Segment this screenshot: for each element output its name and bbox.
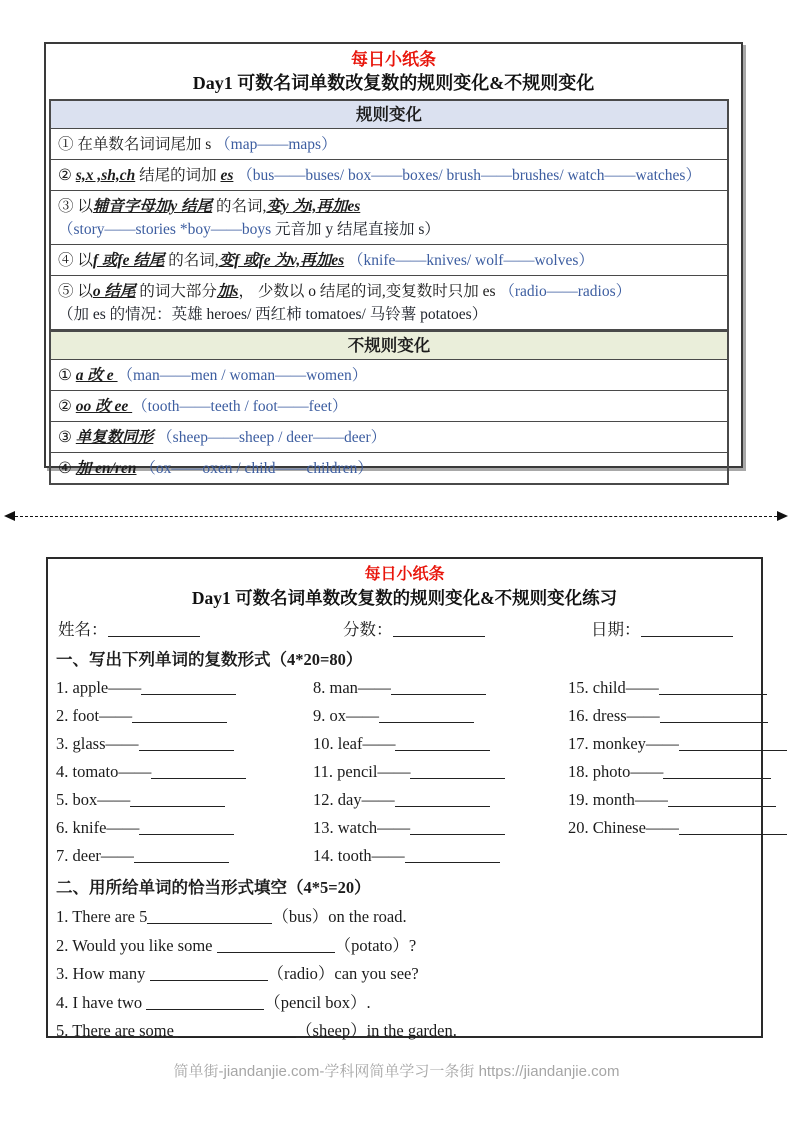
word-label: 7. deer—— [56,846,134,865]
date-blank-line [641,620,733,637]
word-label: 10. leaf—— [313,734,396,753]
rule-text: ③ [58,429,76,446]
score-blank-line [393,620,485,637]
rule-text: 的词大部分 [135,283,217,300]
rule-emphasis: f 或fe 结尾 [92,252,165,269]
answer-blank-line [379,706,474,723]
word-item [313,842,568,870]
rule-emphasis: es [220,167,234,184]
word-item [313,814,568,842]
rule-example: （story——stories *boy——boys [58,221,276,238]
rules-card [44,42,743,477]
word-item [56,730,313,758]
word-item [56,814,313,842]
section2-title: 二、用所给单词的恰当形式填空（4*5=20） [56,878,371,897]
sentence-item [56,989,751,1018]
answer-blank-line [139,818,234,835]
brand-title: 每日小纸条 [364,566,445,583]
sentence-text: 5. There are some [56,1021,179,1040]
word-label: 3. glass—— [56,734,139,753]
rule-text: 的名词, [212,198,267,215]
rule-text: ② [58,398,76,415]
rule-example: （knife——knives/ wolf——wolves） [344,252,594,269]
answer-blank-line [679,734,787,751]
sentence-item [56,932,751,961]
word-label: 6. knife—— [56,818,140,837]
fill-in-sentences [56,903,751,1046]
word-label: 5. box—— [56,790,131,809]
word-item [56,702,313,730]
answer-blank-line [659,678,767,695]
dashed-line [15,516,777,517]
plural-words-list [56,674,751,870]
rule-text: ① 在单数名词词尾加 s [58,136,216,153]
answer-blank-line [395,734,490,751]
rule-row-irregular-4 [51,453,727,483]
rule-note: 元音加 y 结尾直接加 s） [275,221,440,238]
word-label: 13. watch—— [313,818,411,837]
sentence-text: 1. There are 5 [56,907,148,926]
word-item [313,730,568,758]
section1-title: 一、写出下列单词的复数形式（4*20=80） [56,650,363,669]
arrow-left-icon [4,511,15,521]
rule-text: ⑤ 以 [58,283,93,300]
rule-row-irregular-1 [51,360,727,391]
answer-blank-line [146,993,264,1010]
rule-example: （map——maps） [215,136,337,153]
arrow-right-icon [777,511,788,521]
rule-emphasis: 单复数同形 [75,429,154,446]
rule-row-regular-2 [51,160,727,191]
word-item [568,674,787,702]
sentence-hint: （potato）? [334,935,417,955]
rule-emphasis: oo 改 ee [75,398,133,415]
word-item [313,674,568,702]
rule-row-irregular-3 [51,422,727,453]
rule-emphasis: o 结尾 [92,283,136,300]
rule-example: （bus——buses/ box——boxes/ brush——brushes/ watch——watches） [233,167,701,184]
name-field [58,618,343,642]
word-item [568,786,787,814]
word-item [56,674,313,702]
answer-blank-line [405,846,500,863]
answer-blank-line [150,964,268,981]
rule-row-regular-3 [51,191,727,245]
rule-text: ④ 以 [58,252,93,269]
sentence-hint: （pencil box）. [264,992,371,1012]
score-field [343,618,591,642]
word-label: 17. monkey—— [568,734,679,753]
rule-emphasis: 变f 或fe 为v,再加es [218,252,345,269]
answer-blank-line [668,790,776,807]
rule-emphasis: 辅音字母加y 结尾 [92,198,213,215]
answer-blank-line [391,678,486,695]
word-label: 1. apple—— [56,678,142,697]
rule-emphasis: 加s [216,283,239,300]
rule-text: ② [58,167,76,184]
date-label: 日期： [591,620,641,639]
sentence-hint: （radio）can you see? [267,964,419,983]
word-label: 19. month—— [568,790,668,809]
practice-card [46,557,763,1038]
rule-text: 结尾的词加 [135,167,221,184]
rule-example: （radio——radios） [499,283,632,300]
answer-blank-line [660,706,768,723]
word-label: 4. tomato—— [56,762,152,781]
word-item [568,702,787,730]
word-label: 16. dress—— [568,706,660,725]
rule-text: ① [58,367,76,384]
answer-blank-line [147,907,272,924]
answer-blank-line [178,1021,296,1038]
answer-blank-line [132,706,227,723]
word-label: 14. tooth—— [313,846,405,865]
word-label: 2. foot—— [56,706,133,725]
cut-line-divider [4,509,788,523]
rule-text: 的名词, [164,252,219,269]
word-item [56,758,313,786]
date-field [591,618,751,642]
rule-row-regular-5 [51,276,727,330]
answer-blank-line [151,762,246,779]
rule-row-irregular-2 [51,391,727,422]
answer-blank-line [679,818,787,835]
rule-emphasis: a 改 e [75,367,118,384]
answer-blank-line [663,762,771,779]
rules-card-title: Day1 可数名词单数改复数的规则变化&不规则变化 [192,73,595,93]
word-label: 20. Chinese—— [568,818,679,837]
word-item [56,786,313,814]
rules-table [49,99,729,485]
brand-title: 每日小纸条 [351,50,436,69]
word-item [568,730,787,758]
practice-card-title: Day1 可数名词单数改复数的规则变化&不规则变化练习 [191,588,618,608]
rule-example: （ox——oxen / child——children） [136,460,373,477]
rule-emphasis: 变y 为i,再加es [266,198,361,215]
answer-blank-line [139,734,234,751]
answer-blank-line [410,762,505,779]
rule-example: （man——men / woman——women） [117,367,368,384]
answer-blank-line [141,678,236,695]
rule-example: （sheep——sheep / deer——deer） [153,429,387,446]
rule-text: ④ [58,460,76,477]
word-label: 15. child—— [568,678,659,697]
answer-blank-line [410,818,505,835]
score-label: 分数： [343,620,393,639]
irregular-rules-header: 不规则变化 [51,330,727,360]
sentence-text: 4. I have two [56,992,147,1012]
word-item [568,758,787,786]
word-label: 12. day—— [313,790,395,809]
rule-note: （加 es 的情况：英雄 heroes/ 西红柿 tomatoes/ 马铃薯 potatoes） [58,306,488,323]
sentence-item [56,1017,751,1046]
answer-blank-line [217,936,335,953]
name-label: 姓名： [58,620,108,639]
rule-text: ， 少数以 o 结尾的词,变复数时只加 es [238,283,500,300]
rule-row-regular-4 [51,245,727,276]
word-item [56,842,313,870]
regular-rules-header: 规则变化 [51,101,727,129]
name-blank-line [108,620,200,637]
rule-example: （tooth——teeth / foot——feet） [132,398,348,415]
student-info-row [48,618,761,642]
word-label: 18. photo—— [568,762,664,781]
word-item [313,786,568,814]
answer-blank-line [395,790,490,807]
answer-blank-line [134,846,229,863]
rule-row-regular-1 [51,129,727,160]
word-item [313,702,568,730]
word-item [313,758,568,786]
sentence-text: 2. Would you like some [56,935,217,955]
sentence-hint: （sheep）in the garden. [296,1021,457,1040]
sentence-item [56,903,751,932]
word-label: 8. man—— [313,678,391,697]
rule-text: ③ 以 [58,198,93,215]
word-label: 11. pencil—— [313,762,411,781]
rule-emphasis: 加 en/ren [75,460,137,477]
rule-emphasis: s,x ,sh,ch [75,167,136,184]
word-label: 9. ox—— [313,706,379,725]
answer-blank-line [130,790,225,807]
site-footer: 简单街-jiandanjie.com-学科网简单学习一条街 https://jiandanjie.com [173,1063,620,1080]
sentence-hint: （bus）on the road. [272,907,407,926]
sentence-text: 3. How many [56,964,150,983]
sentence-item [56,960,751,989]
word-item [568,814,787,842]
